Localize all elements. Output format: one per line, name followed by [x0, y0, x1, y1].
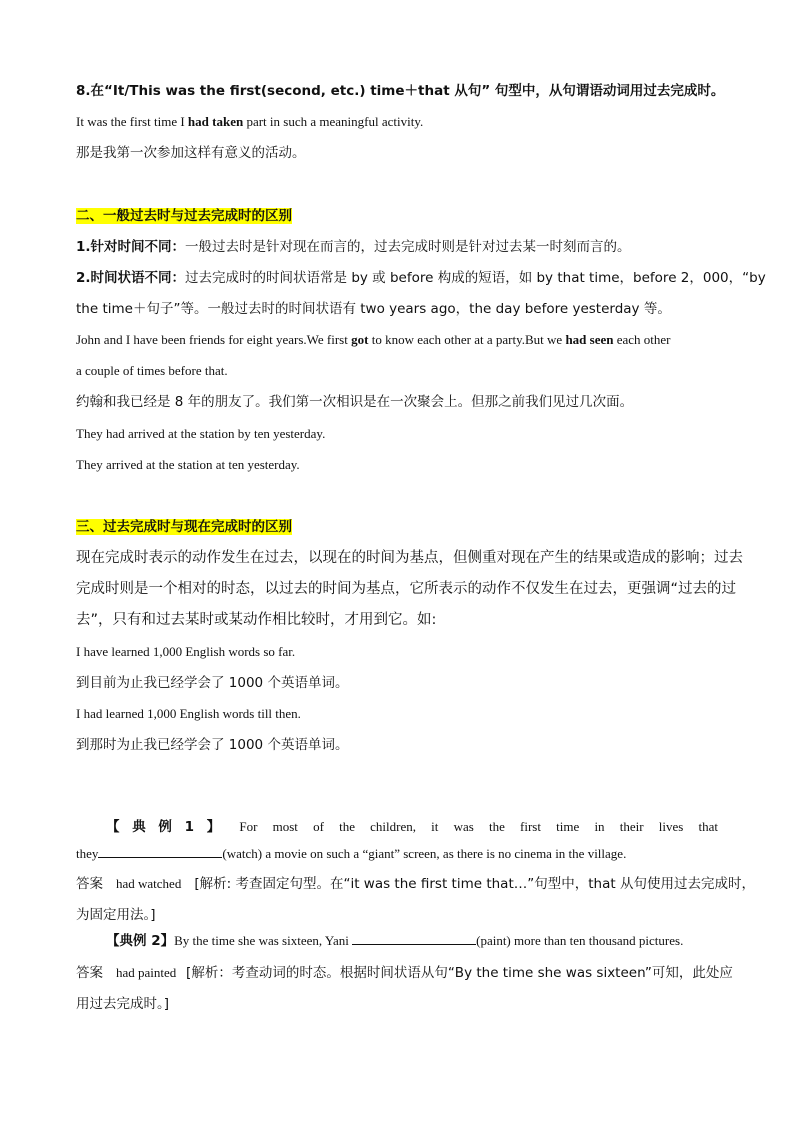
section-3-paragraph-line-3: 去”，只有和过去某时或某动作相比较时，才用到它。如: [76, 612, 437, 628]
example-text: part in such a meaningful activity. [243, 114, 424, 129]
example-text: to know each other at a party.But we [368, 332, 566, 347]
example-text: By the time she was sixteen, Yani [174, 933, 353, 948]
example-word: it [431, 819, 439, 834]
answer-text: had painted [116, 965, 177, 980]
section-2-heading: 二、一般过去时与过去完成时的区别 [76, 208, 292, 224]
section-3-paragraph-line-2: 完成时则是一个相对的时态，以过去的时间为基点，它所表示的动作不仅发生在过去，更强调“过去的过 [76, 581, 737, 597]
example-2-analysis-cont: 用过去完成时。] [76, 996, 170, 1012]
example-1-analysis-cont: 为固定用法。] [76, 907, 156, 923]
section-2-point-2-cont: the time＋句子”等。一般过去时的时间状语有 two years ago，the day before yesterday 等。 [76, 301, 671, 317]
example-1-words [106, 817, 718, 837]
example-2-line [106, 930, 750, 951]
example-word: their [619, 819, 644, 834]
section-2-point-1 [76, 237, 720, 257]
section-3-example-2: I had learned 1,000 English words till then. [76, 706, 301, 721]
section-2-example-3: They arrived at the station at ten yesterday. [76, 457, 300, 472]
section-2-point-2 [76, 268, 766, 288]
example-word: the [339, 819, 355, 834]
section-3-heading: 三、过去完成时与现在完成时的区别 [76, 519, 292, 535]
example-word: children, [370, 819, 416, 834]
example-1-line-2 [76, 843, 720, 864]
example-1-answer [76, 874, 755, 894]
answer-text: had watched [116, 876, 182, 891]
example-text: (watch) a movie on such a “giant” screen, as there is no cinema in the village. [222, 846, 627, 861]
example-2-label: 【典例 2】 [106, 933, 175, 949]
example-word: first [520, 819, 541, 834]
example-text: John and I have been friends for eight years.We first [76, 332, 352, 347]
example-word: most [272, 819, 298, 834]
point-label: 2.时间状语不同： [76, 270, 186, 286]
example-word: time [556, 819, 580, 834]
example-1-line-1 [106, 817, 718, 837]
section-2-example-1-translation: 约翰和我已经是 8 年的朋友了。我们第一次相识是在一次聚会上。但那之前我们见过几次面。 [76, 394, 634, 410]
example-highlight: had seen [565, 332, 614, 347]
point-text: 过去完成时的时间状语常是 by 或 before 构成的短语，如 by that time，before 2，000，“by [185, 270, 766, 286]
example-text: (paint) more than ten thousand pictures. [476, 933, 684, 948]
rule-8-text: 8.在“It/This was the first(second, etc.) time＋that 从句” 句型中，从句谓语动词用过去完成时。 [76, 83, 725, 99]
example-word: the [488, 819, 505, 834]
section-3-example-1-translation: 到目前为止我已经学会了 1000 个英语单词。 [76, 675, 349, 691]
example-word: that [698, 819, 718, 834]
example-word: lives [658, 819, 684, 834]
analysis-text: [解析: 考查固定句型。在“it was the first time that…”句型中，that 从句使用过去完成时， [194, 876, 755, 892]
example-2-answer [76, 963, 733, 983]
example-highlight: had taken [187, 114, 244, 129]
example-word: of [313, 819, 324, 834]
section-3-paragraph-line-1: 现在完成时表示的动作发生在过去，以现在的时间为基点，但侧重对现在产生的结果或造成的影响；过去 [76, 550, 743, 566]
point-text: 一般过去时是针对现在而言的，过去完成时则是针对过去某一时刻而言的。 [185, 239, 631, 255]
example-word: in [594, 819, 605, 834]
point-label: 1.针对时间不同： [76, 239, 186, 255]
fill-in-blank[interactable] [98, 843, 222, 858]
example-text: It was the first time I [76, 114, 188, 129]
example-text: each other [613, 332, 671, 347]
section-3-heading-row [76, 517, 720, 537]
section-2-heading-row [76, 206, 720, 226]
fill-in-blank[interactable] [352, 930, 476, 945]
example-word: was [453, 819, 474, 834]
rule-8-translation: 那是我第一次参加这样有意义的活动。 [76, 145, 306, 161]
section-3-example-1: I have learned 1,000 English words so far. [76, 644, 296, 659]
section-3-example-2-translation: 到那时为止我已经学会了 1000 个英语单词。 [76, 737, 349, 753]
answer-label: 答案 [76, 876, 103, 892]
example-highlight: got [351, 332, 369, 347]
section-2-example-1 [76, 330, 720, 350]
example-text: they [76, 846, 99, 861]
section-2-example-1-cont: a couple of times before that. [76, 363, 228, 378]
answer-label: 答案 [76, 965, 103, 981]
section-2-example-2: They had arrived at the station by ten yesterday. [76, 426, 326, 441]
example-word: For [239, 819, 258, 834]
example-1-label: 【 典 例 1 】 [106, 819, 225, 835]
analysis-text: [解析：考查动词的时态。根据时间状语从句“By the time she was sixteen”可知，此处应 [186, 965, 733, 981]
rule-8-example [76, 112, 720, 132]
